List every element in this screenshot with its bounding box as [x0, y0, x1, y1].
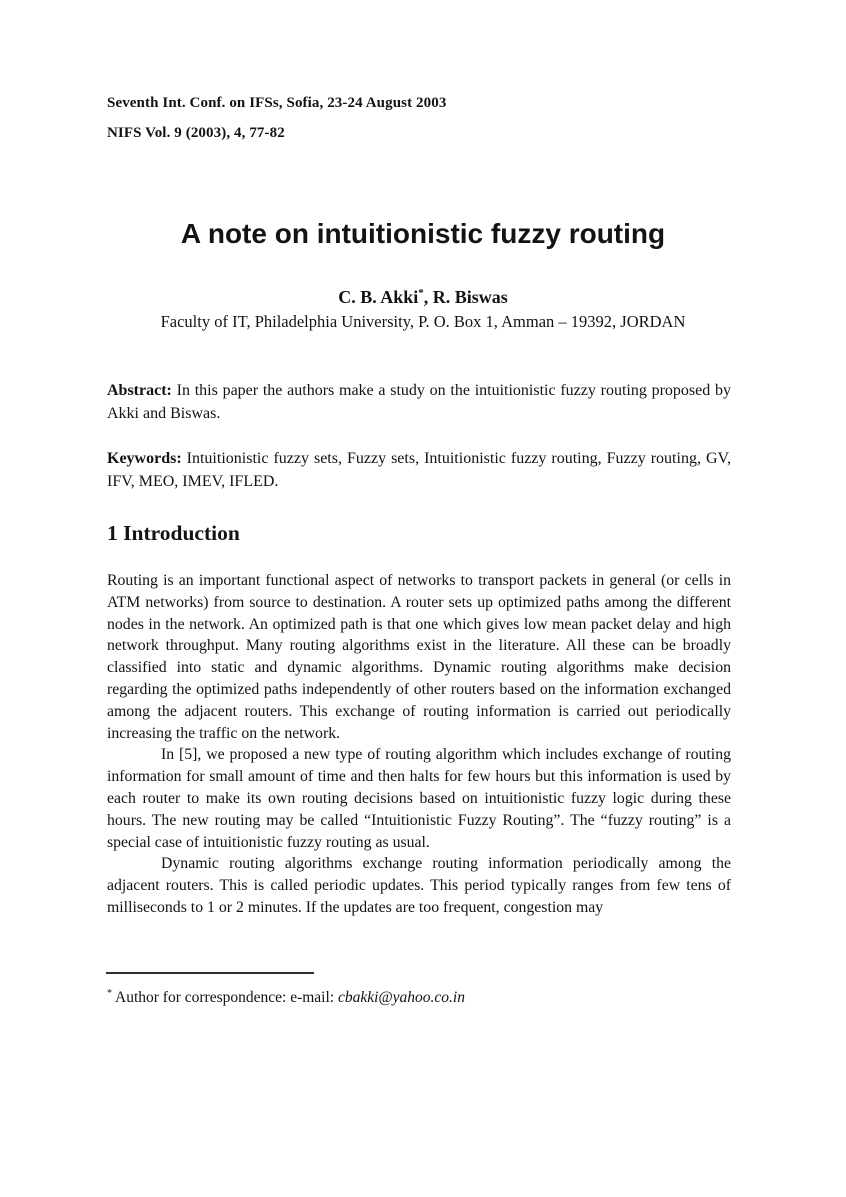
introduction-body: [107, 570, 731, 919]
conference-info: Seventh Int. Conf. on IFSs, Sofia, 23-24 August 2003: [107, 95, 447, 111]
authors-line: [0, 287, 846, 308]
keywords-paragraph: [107, 447, 731, 493]
author-footnote-marker: *: [418, 287, 424, 299]
introduction-paragraph-3: Dynamic routing algorithms exchange routing information periodically among the adjacent routers. This is called periodic updates. This period typically ranges from few tens of milliseconds to 1 or 2 minutes. If the updates are too frequent, congestion may: [107, 855, 731, 916]
footnote-marker: *: [107, 987, 112, 999]
correspondence-footnote: [107, 989, 465, 1007]
abstract-paragraph: [107, 379, 731, 425]
abstract-label: Abstract:: [107, 382, 172, 399]
introduction-paragraph-1: Routing is an important functional aspect of networks to transport packets in general (or cells in ATM networks) from source to destination. A router sets up optimized paths among the different nodes in the network. An optimized path is that one which gives low mean packet delay and high network throughput. Many routing algorithms exist in the literature. All these can be broadly classified into static and dynamic algorithms. Dynamic routing algorithms make decision regarding the optimized paths independently of other routers based on the information exchanged among the adjacent routers. This exchange of routing information is carried out periodically increasing the traffic on the network.: [107, 572, 731, 742]
introduction-paragraph-2: In [5], we proposed a new type of routing algorithm which includes exchange of routing information for small amount of time and then halts for few hours but this information is used by each router to make its own routing decisions based on intuitionistic fuzzy logic during these hours. The new routing may be called “Intuitionistic Fuzzy Routing”. The “fuzzy routing” is a special case of intuitionistic fuzzy routing as usual.: [107, 746, 731, 851]
paper-title: A note on intuitionistic fuzzy routing: [180, 218, 666, 249]
author-2: , R. Biswas: [423, 287, 508, 307]
abstract-text: In this paper the authors make a study on the intuitionistic fuzzy routing proposed by Akki and Biswas.: [107, 382, 731, 423]
conference-header: [107, 95, 446, 142]
footnote-divider: [106, 972, 314, 974]
keywords-label: Keywords:: [107, 450, 182, 467]
footnote-text: Author for correspondence: e-mail:: [112, 989, 338, 1006]
journal-volume-info: NIFS Vol. 9 (2003), 4, 77-82: [107, 125, 285, 141]
author-1: C. B. Akki: [338, 287, 419, 307]
section-heading-introduction: 1 Introduction: [107, 521, 240, 545]
keywords-text: Intuitionistic fuzzy sets, Fuzzy sets, Intuitionistic fuzzy routing, Fuzzy routing, GV, IFV, MEO, IMEV, IFLED.: [107, 450, 731, 491]
affiliation-line: Faculty of IT, Philadelphia University, P. O. Box 1, Amman – 19392, JORDAN: [160, 312, 686, 331]
correspondence-email: cbakki@yahoo.co.in: [337, 989, 465, 1006]
